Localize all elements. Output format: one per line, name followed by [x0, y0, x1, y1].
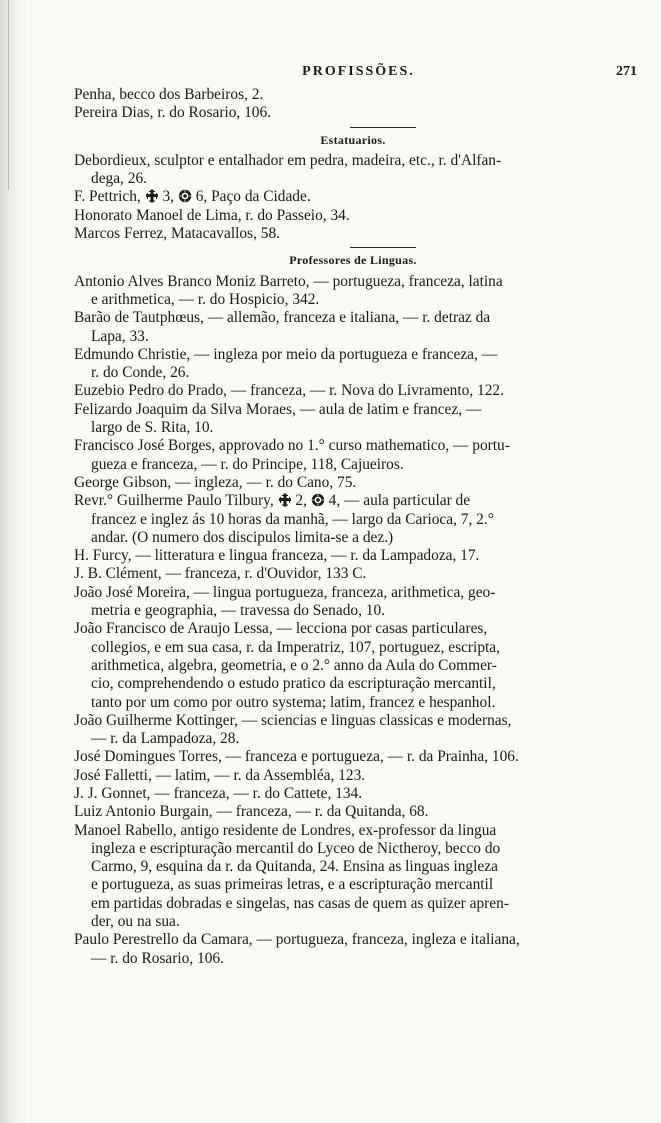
entry-line: Lapa, 33.	[91, 327, 149, 345]
directory-entry	[74, 207, 632, 225]
entry-line: dega, 26.	[91, 170, 147, 188]
entry-line: Pereira Dias, r. do Rosario, 106.	[74, 104, 272, 122]
directory-entry	[74, 931, 632, 968]
page-number: 271	[616, 64, 637, 79]
directory-entry	[74, 382, 632, 400]
directory-entry	[74, 620, 632, 711]
entry-line: J. B. Clément, — franceza, r. d'Ouvidor, 133 C.	[74, 565, 367, 583]
entry-line: francez e inglez ás 10 horas da manhã, — largo da Carioca, 7, 2.°	[91, 510, 494, 528]
section-title-statuarios: Estatuarios.	[320, 132, 386, 147]
entry-line: Barão de Tautphœus, — allemão, franceza e italiana, — r. detraz da	[74, 309, 491, 327]
entry-line: Edmundo Christie, — ingleza por meio da portugueza e franceza, —	[74, 345, 498, 363]
section-divider	[350, 247, 416, 248]
entry-line: arithmetica, algebra, geometria, e o 2.° anno da Aula do Commer-	[91, 656, 497, 674]
entry-line: Felizardo Joaquim da Silva Moraes, — aula de latim e francez, —	[74, 400, 482, 418]
directory-entry	[74, 437, 632, 474]
directory-entry	[74, 188, 632, 206]
entry-line: João Guilherme Kottinger, — sciencias e linguas classicas e modernas,	[74, 711, 512, 729]
cross-order-number: 3,	[158, 188, 178, 206]
entry-line: J. J. Gonnet, — franceza, — r. do Cattete, 134.	[74, 784, 363, 802]
directory-entry	[74, 767, 632, 785]
entry-line: cio, comprehendendo o estudo pratico da escripturação mercantil,	[91, 675, 496, 693]
entry-line: metria e geographia, — travessa do Senado, 10.	[91, 602, 386, 620]
page-header	[76, 64, 641, 88]
entry-line: Euzebio Pedro do Prado, — franceza, — r. Nova do Livramento, 122.	[74, 382, 504, 400]
directory-entry	[74, 273, 632, 310]
page-binding-edge	[0, 0, 28, 1123]
entry-line: — r. do Rosario, 106.	[91, 949, 224, 967]
directory-entry	[74, 712, 632, 749]
directory-entry	[74, 492, 632, 547]
entry-line: — r. da Lampadoza, 28.	[91, 730, 240, 748]
entry-line: collegios, e em sua casa, r. da Imperatriz, 107, portuguez, escripta,	[91, 638, 500, 656]
directory-entry	[74, 803, 632, 821]
section-title-professores: Professores de Linguas.	[289, 253, 417, 268]
entry-line: largo de S. Rita, 10.	[91, 419, 214, 437]
directory-entry	[74, 785, 632, 803]
entry-line: José Domingues Torres, — franceza e portugueza, — r. da Prainha, 106.	[74, 748, 519, 766]
entry-line: Manoel Rabello, antigo residente de Londres, ex-professor da lingua	[74, 821, 497, 839]
entry-line: Carmo, 9, esquina da r. da Quitanda, 24. Ensina as linguas ingleza	[91, 858, 498, 876]
entry-name: F. Pettrich,	[74, 188, 145, 206]
directory-entry	[74, 822, 632, 932]
entry-line: George Gibson, — ingleza, — r. do Cano, 75.	[74, 473, 357, 491]
order-cross-icon	[145, 189, 159, 203]
directory-entry	[74, 547, 632, 565]
entry-line: gueza e franceza, — r. do Principe, 118, Cajueiros.	[91, 455, 404, 473]
entry-line: e portugueza, as suas primeiras letras, e a escripturação mercantil	[91, 876, 494, 894]
entry-line: João José Moreira, — lingua portugueza, franceza, arithmetica, geo-	[74, 583, 496, 601]
entry-line: der, ou na sua.	[91, 913, 180, 931]
cross-order-number: 2,	[291, 492, 311, 510]
directory-entry	[74, 474, 632, 492]
directory-entry	[74, 584, 632, 621]
entry-line: Honorato Manoel de Lima, r. do Passeio, 34.	[74, 206, 350, 224]
entry-line: João Francisco de Araujo Lessa, — lecciona por casas particulares,	[74, 620, 488, 638]
entry-line: em partidas dobradas e singelas, nas casas de quem as quizer apren-	[91, 894, 509, 912]
entry-first-line	[74, 188, 311, 205]
entry-line: e arithmetica, — r. do Hospicio, 342.	[91, 290, 320, 308]
entry-line: Antonio Alves Branco Moniz Barreto, — portugueza, franceza, latina	[74, 272, 503, 290]
order-rose-icon	[311, 493, 325, 507]
directory-entry	[74, 401, 632, 438]
directory-entry	[74, 748, 632, 766]
directory-entry	[74, 565, 632, 583]
entry-line: andar. (O numero dos discipulos limita-se a dez.)	[91, 528, 394, 546]
rose-order-number: 4, — aula particular de	[324, 492, 471, 510]
entry-first-line	[74, 492, 470, 509]
directory-entry	[74, 309, 632, 346]
directory-entry	[74, 86, 632, 104]
document-body	[74, 86, 632, 968]
entry-line: r. do Conde, 26.	[91, 364, 190, 382]
entry-line: tanto por um como por outro systema; latim, francez e hespanhol.	[91, 693, 496, 711]
entry-line: Paulo Perestrello da Camara, — portugueza, franceza, ingleza e italiana,	[74, 931, 520, 949]
entry-name: Revr.° Guilherme Paulo Tilbury,	[74, 492, 278, 510]
entry-line: Marcos Ferrez, Matacavallos, 58.	[74, 225, 280, 243]
directory-entry	[74, 346, 632, 383]
rose-order-number: 6, Paço da Cidade.	[191, 188, 311, 206]
directory-entry	[74, 225, 632, 243]
entry-line: ingleza e escripturação mercantil do Lyceo de Nictheroy, becco do	[91, 839, 501, 857]
page-title: PROFISSÕES.	[302, 64, 415, 79]
order-rose-icon	[178, 189, 192, 203]
entry-line: H. Furcy, — litteratura e lingua franceza, — r. da Lampadoza, 17.	[74, 547, 480, 565]
entry-line: Penha, becco dos Barbeiros, 2.	[74, 86, 264, 103]
entry-line: Luiz Antonio Burgain, — franceza, — r. da Quitanda, 68.	[74, 803, 429, 821]
entry-line: José Falletti, — latim, — r. da Assembléa, 123.	[74, 766, 366, 784]
entry-line: Debordieux, sculptor e entalhador em pedra, madeira, etc., r. d'Alfan-	[74, 151, 502, 169]
section-divider	[350, 127, 416, 128]
entry-line: Francisco José Borges, approvado no 1.° curso mathematico, — portu-	[74, 437, 510, 455]
directory-entry	[74, 152, 632, 189]
directory-entry	[74, 104, 632, 122]
order-cross-icon	[278, 493, 292, 507]
